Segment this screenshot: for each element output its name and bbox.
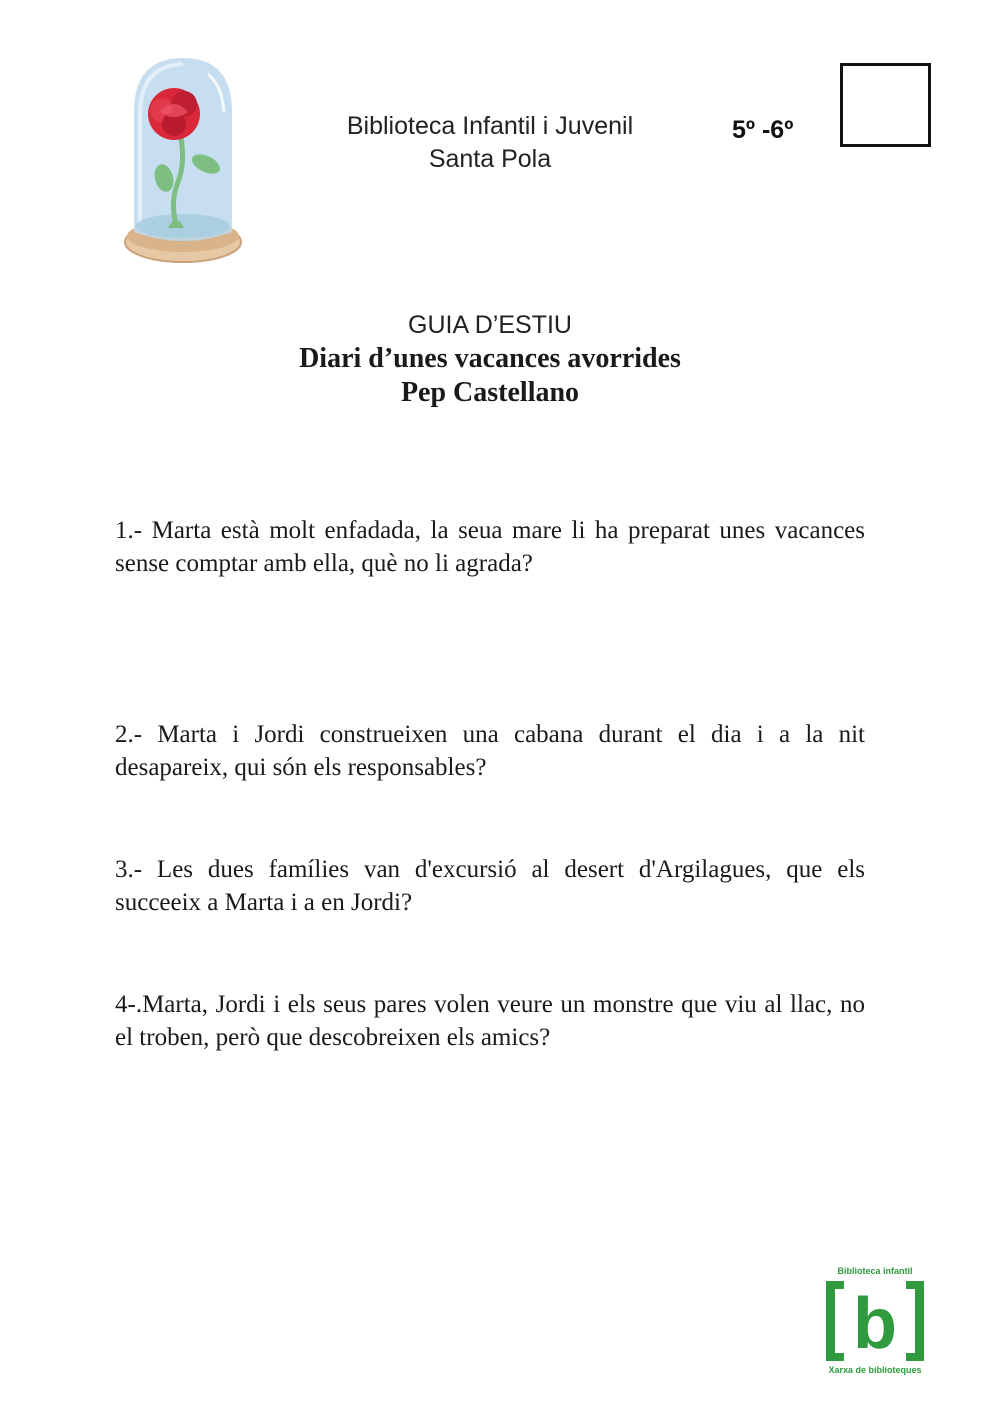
grade-level: 5º -6º: [732, 116, 794, 144]
question-3: 3.- Les dues famílies van d'excursió al desert d'Argilagues, que els succeeix a Marta i a en Jordi?: [115, 856, 865, 916]
guide-label: GUIA D’ESTIU: [408, 311, 572, 339]
question-4: 4-.Marta, Jordi i els seus pares volen veure un monstre que viu al llac, no el troben, però que descobreixen els amics?: [115, 991, 865, 1051]
score-box: [840, 63, 931, 147]
rose-in-glass-dome-icon: [118, 52, 248, 270]
library-name: Biblioteca Infantil i Juvenil: [346, 112, 634, 140]
library-town: Santa Pola: [428, 145, 552, 173]
title-block: [0, 308, 980, 410]
library-header: [300, 110, 680, 176]
book-author: Pep Castellano: [400, 377, 580, 408]
book-title: Diari d’unes vacances avorrides: [299, 343, 681, 374]
question-2: 2.- Marta i Jordi construeixen una cabana durant el dia i a la nit desapareix, qui són els responsables?: [115, 721, 865, 781]
library-logo-icon: [822, 1266, 928, 1376]
logo-top-text: Biblioteca infantil: [837, 1266, 913, 1276]
logo-bottom-text: Xarxa de biblioteques: [828, 1365, 922, 1375]
logo-mark: [822, 1277, 928, 1365]
question-1: 1.- Marta està molt enfadada, la seua mare li ha preparat unes vacances sense comptar amb ella, què no li agrada?: [115, 517, 865, 577]
logo-letter: b: [853, 1284, 897, 1364]
